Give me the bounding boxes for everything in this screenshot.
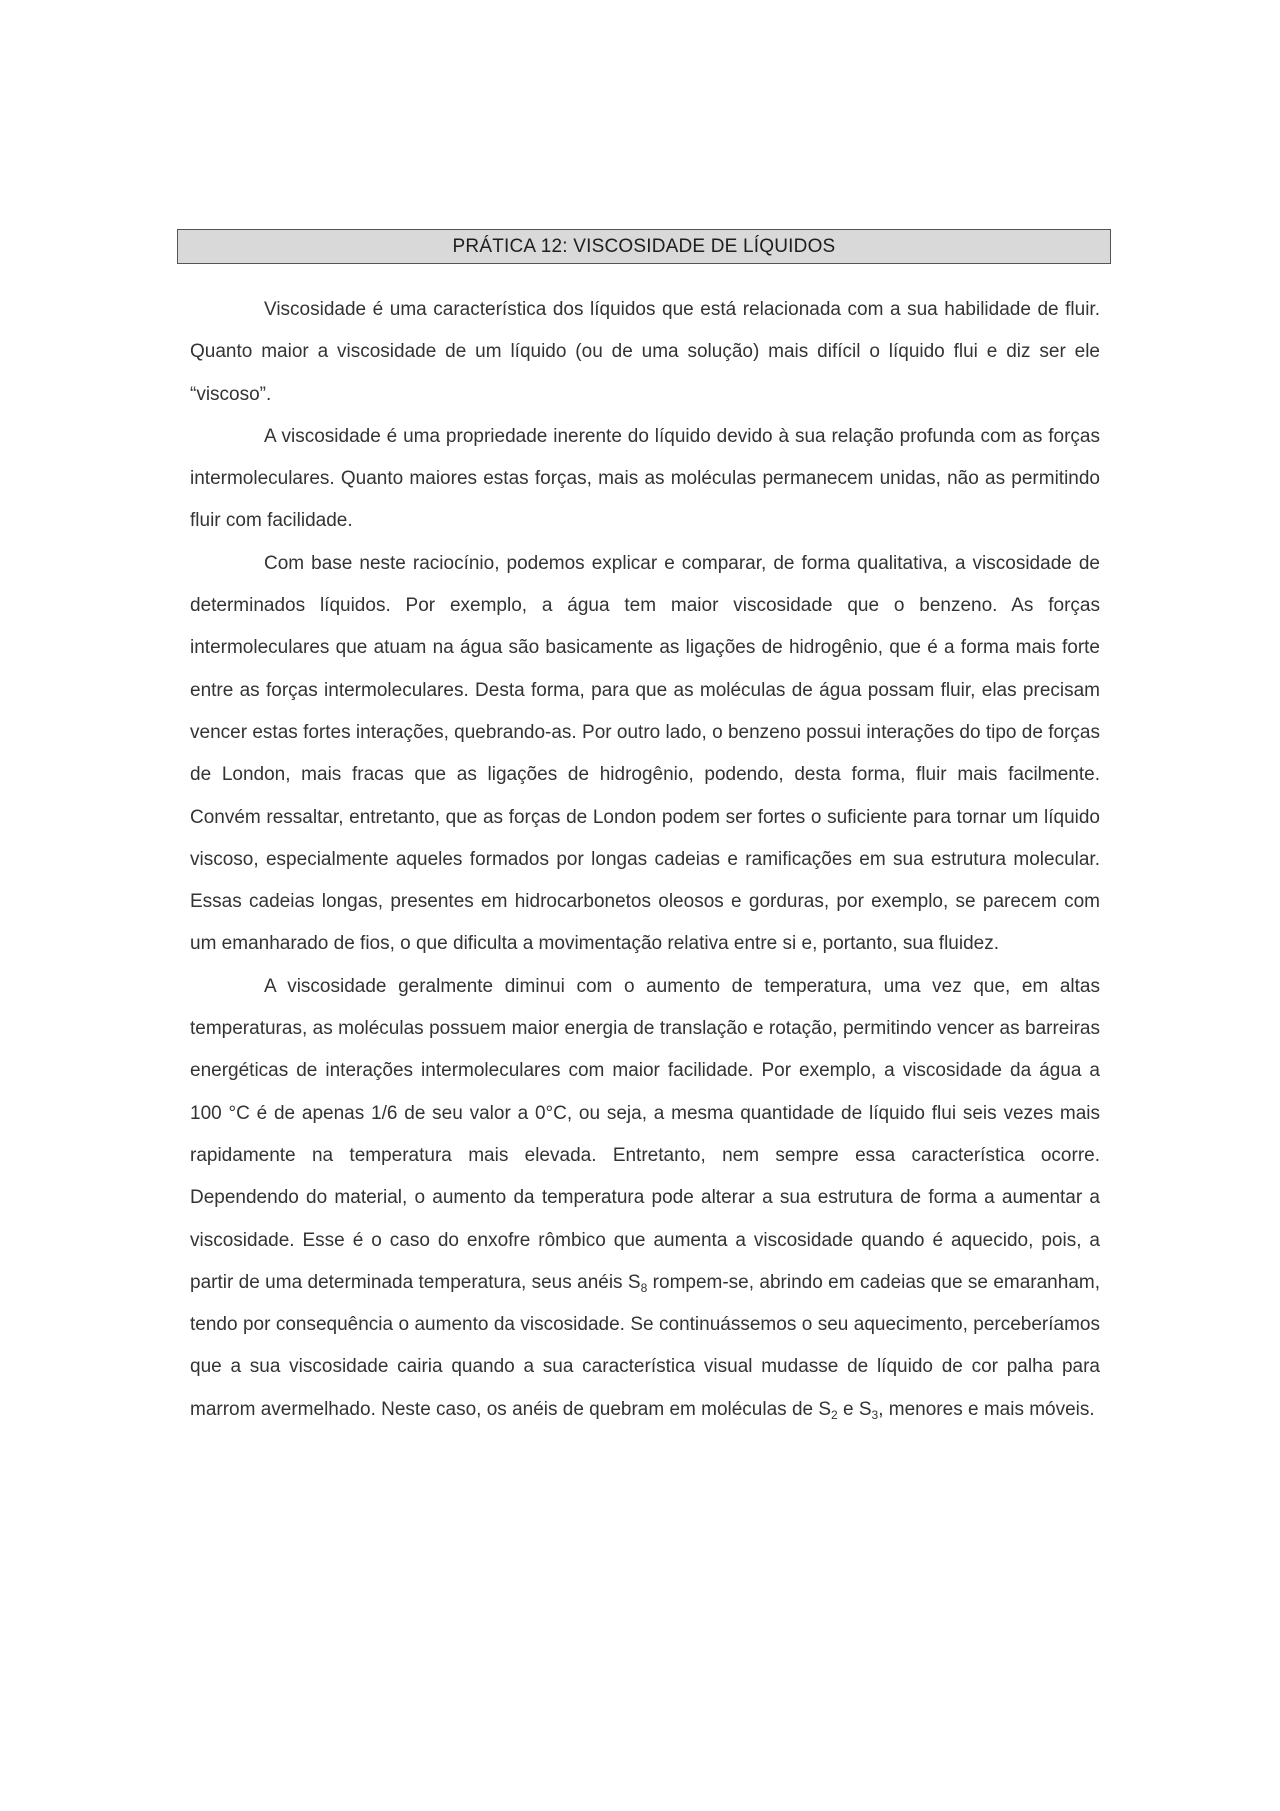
page-title <box>177 229 1111 264</box>
title-main: VISCOSIDADE DE LÍQUIDOS <box>573 236 836 257</box>
paragraph-2: A viscosidade é uma propriedade inerente do líquido devido à sua relação profunda com as forças intermoleculares. Quanto maiores estas forças, mais as moléculas permanecem unidas, não as permitindo fluir com facilidade. <box>190 425 1100 532</box>
paragraph-4 <box>190 966 1100 1431</box>
paragraph-1: Viscosidade é uma característica dos líquidos que está relacionada com a sua habilidade de fluir. Quanto maior a viscosidade de um líquido (ou de uma solução) mais difícil o líquido flui e diz ser ele “viscoso”. <box>190 299 1100 405</box>
paragraph-4-part-c: e S <box>837 1398 872 1420</box>
subscript-s8: 8 <box>640 1280 648 1295</box>
paragraph-4-part-d: , menores e mais móveis. <box>878 1398 1095 1420</box>
title-prefix: PRÁTICA 12: <box>452 236 574 257</box>
body-text <box>190 289 1100 1431</box>
subscript-s3: 3 <box>871 1407 879 1422</box>
subscript-s2: 2 <box>831 1407 838 1422</box>
paragraph-4-part-a: A viscosidade geralmente diminui com o aumento de temperatura, uma vez que, em altas temperaturas, as moléculas possuem maior energia de translação e rotação, permitindo vencer as barreiras energéticas de interações intermoleculares com maior facilidade. Por exemplo, a viscosidade da água a 100 °C é de apenas 1/6 de seu valor a 0°C, ou seja, a mesma quantidade de líquido flui seis vezes mais rapidamente na temperatura mais elevada. Entretanto, nem sempre essa característica ocorre. Dependendo do material, o aumento da temperatura pode alterar a sua estrutura de forma a aumentar a viscosidade. Esse é o caso do enxofre rômbico que aumenta a viscosidade quando é aquecido, pois, a partir de uma determinada temperatura, seus anéis S <box>190 975 1100 1293</box>
paragraph-4-part-b: rompem-se, abrindo em cadeias que se emaranham, tendo por consequência o aumento da viscosidade. Se continuássemos o seu aquecimento, perceberíamos que a sua viscosidade cairia quando a sua característica visual mudasse de líquido de cor palha para marrom avermelhado. Neste caso, os anéis de quebram em moléculas de S <box>190 1271 1100 1420</box>
paragraph-3: Com base neste raciocínio, podemos explicar e comparar, de forma qualitativa, a viscosidade de determinados líquidos. Por exemplo, a água tem maior viscosidade que o benzeno. As forças intermoleculares que atuam na água são basicamente as ligações de hidrogênio, que é a forma mais forte entre as forças intermoleculares. Desta forma, para que as moléculas de água possam fluir, elas precisam vencer estas fortes interações, quebrando-as. Por outro lado, o benzeno possui interações do tipo de forças de London, mais fracas que as ligações de hidrogênio, podendo, desta forma, fluir mais facilmente. Convém ressaltar, entretanto, que as forças de London podem ser fortes o suficiente para tornar um líquido viscoso, especialmente aqueles formados por longas cadeias e ramificações em sua estrutura molecular. Essas cadeias longas, presentes em hidrocarbonetos oleosos e gorduras, por exemplo, se parecem com um emanharado de fios, o que dificulta a movimentação relativa entre si e, portanto, sua fluidez. <box>190 552 1100 955</box>
